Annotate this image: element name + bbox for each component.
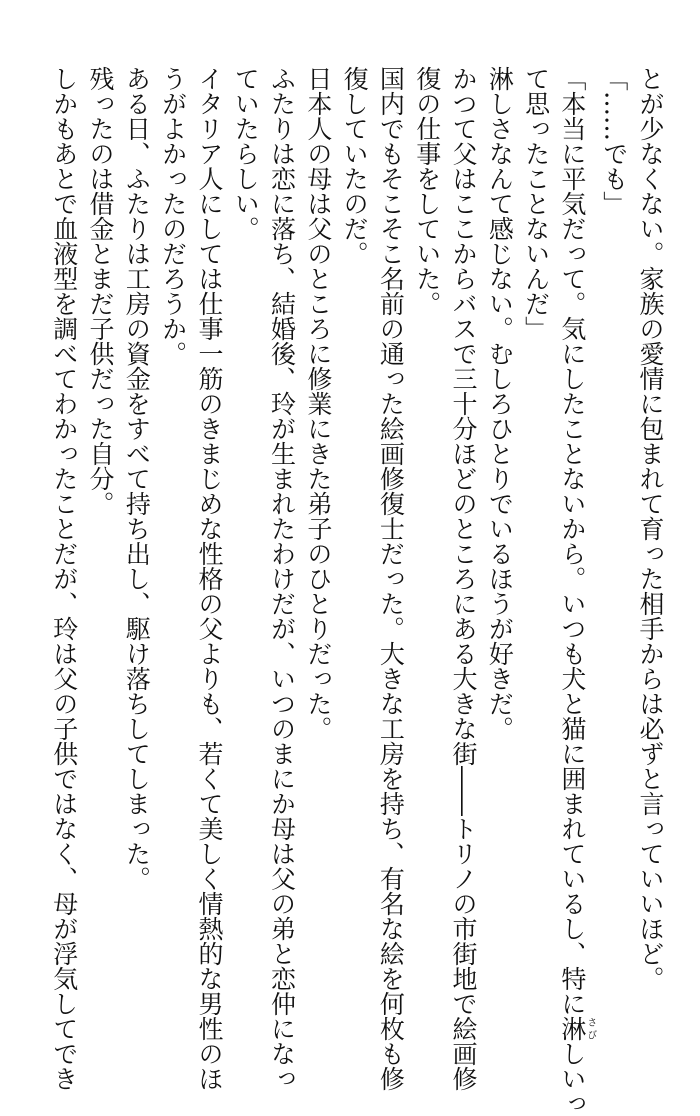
ruby-sabi [557, 1016, 596, 1041]
text-line-16: 残ったのは借金とまだ子供だった自分。 [86, 66, 116, 516]
text-line-4: て思ったことないんだ」 [521, 66, 551, 341]
text-line-9: 復していたのだ。 [340, 66, 370, 266]
vertical-text-body [45, 66, 668, 1116]
text-line-3-tail: しいっ [557, 1041, 587, 1116]
text-line-13: イタリア人にしては仕事一筋のきまじめな性格の父よりも、若くて美しく情熱的な男性のほ [194, 66, 224, 1091]
text-line-12: ていたらしい。 [231, 66, 261, 241]
text-line-3 [554, 66, 596, 1116]
text-line-2: 「……でも」 [599, 66, 629, 216]
text-line-17: しかもあとで血液型を調べてわかったことだが、玲は父の子供ではなく、母が浮気してでき [49, 66, 79, 1091]
text-line-3-body: 「本当に平気だって。気にしたことないから。いつも犬と猫に囲まれているし、特に [557, 66, 587, 1016]
text-line-1: とが少なくない。家族の愛情に包まれて育った相手からは必ずと言っていいほど。 [636, 66, 665, 991]
text-line-7: 復の仕事をしていた。 [412, 66, 442, 316]
text-line-10: 日本人の母は父のところに修業にきた弟子のひとりだった。 [303, 66, 333, 741]
text-line-15: ある日、ふたりは工房の資金をすべて持ち出し、駆け落ちしてしまった。 [122, 66, 152, 891]
text-line-11: ふたりは恋に落ち、結婚後、玲が生まれたわけだが、いつのまにか母は父の弟と恋仲になっ [267, 66, 297, 1091]
ruby-base: 淋 [557, 1016, 587, 1041]
text-line-5: 淋しさなんて感じない。むしろひとりでいるほうが好きだ。 [485, 66, 515, 741]
ruby-reading: さび [584, 1016, 596, 1041]
text-line-6: かつて父はここからバスで三十分ほどのところにある大きな街――トリノの市街地で絵画修 [449, 66, 479, 1091]
text-line-14: うがよかったのだろうか。 [158, 66, 188, 366]
text-line-8: 国内でもそこそこ名前の通った絵画修復士だった。大きな工房を持ち、有名な絵を何枚も修 [376, 66, 406, 1091]
